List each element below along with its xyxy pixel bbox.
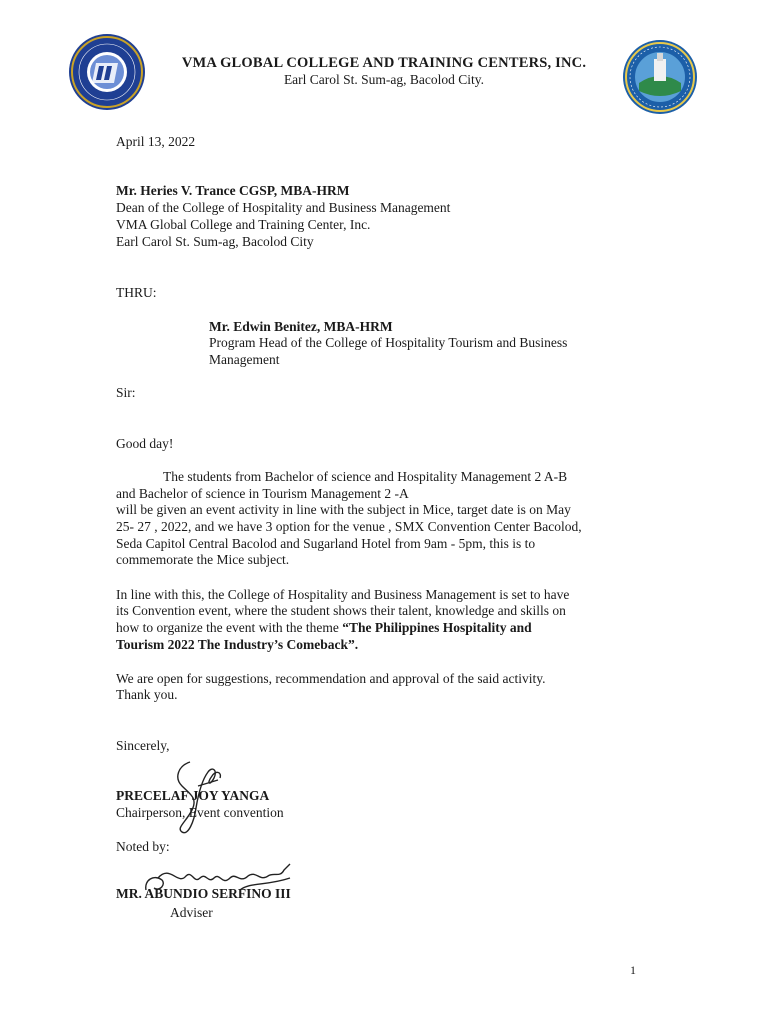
closing: Sincerely, (116, 738, 170, 753)
thru-name: Mr. Edwin Benitez, MBA-HRM (209, 319, 393, 334)
thru-line: Program Head of the College of Hospitality Tourism and Business (209, 335, 568, 350)
body-line: commemorate the Mice subject. (116, 552, 290, 567)
body-line (116, 619, 532, 636)
body-line: We are open for suggestions, recommendation and approval of the said activity. (116, 671, 546, 686)
signer2-title: Adviser (170, 905, 213, 920)
institution-name: VMA GLOBAL COLLEGE AND TRAINING CENTERS, INC. (181, 55, 587, 71)
recipient-line: VMA Global College and Training Center, Inc. (116, 217, 371, 232)
thru-line: Management (209, 352, 280, 367)
theme-intro: how to organize the event with the theme (116, 620, 343, 635)
body-line: In line with this, the College of Hospitality and Business Management is set to have (116, 587, 570, 602)
page-number: 1 (630, 963, 636, 977)
body-line: 25- 27 , 2022, and we have 3 option for the venue , SMX Convention Center Bacolod, (116, 519, 582, 534)
salutation: Sir: (116, 385, 136, 400)
recipient-line: Dean of the College of Hospitality and Business Management (116, 200, 451, 215)
signer1-name: PRECELAF JOY YANGA (116, 788, 270, 803)
recipient-name: Mr. Heries V. Trance CGSP, MBA-HRM (116, 183, 350, 198)
body-line: and Bachelor of science in Tourism Management 2 -A (116, 486, 409, 501)
body-line: The students from Bachelor of science and Hospitality Management 2 A-B (163, 469, 568, 484)
noted-label: Noted by: (116, 839, 170, 854)
body-line: will be given an event activity in line with the subject in Mice, target date is on May (116, 502, 571, 517)
body-line: Thank you. (116, 687, 178, 702)
event-theme: “The Philippines Hospitality and (342, 620, 532, 635)
institution-address: Earl Carol St. Sum-ag, Bacolod City. (283, 72, 485, 87)
signer1-title: Chairperson, Event convention (116, 805, 284, 820)
letter-date: April 13, 2022 (116, 134, 196, 149)
signer2-name: MR. ABUNDIO SERFINO III (116, 886, 291, 901)
event-theme: Tourism 2022 The Industry’s Comeback”. (116, 637, 359, 652)
body-line: Seda Capitol Central Bacolod and Sugarland Hotel from 9am - 5pm, this is to (116, 536, 536, 551)
greeting: Good day! (116, 436, 174, 451)
body-line: its Convention event, where the student shows their talent, knowledge and skills on (116, 603, 566, 618)
recipient-line: Earl Carol St. Sum-ag, Bacolod City (116, 234, 314, 249)
thru-label: THRU: (116, 285, 157, 300)
